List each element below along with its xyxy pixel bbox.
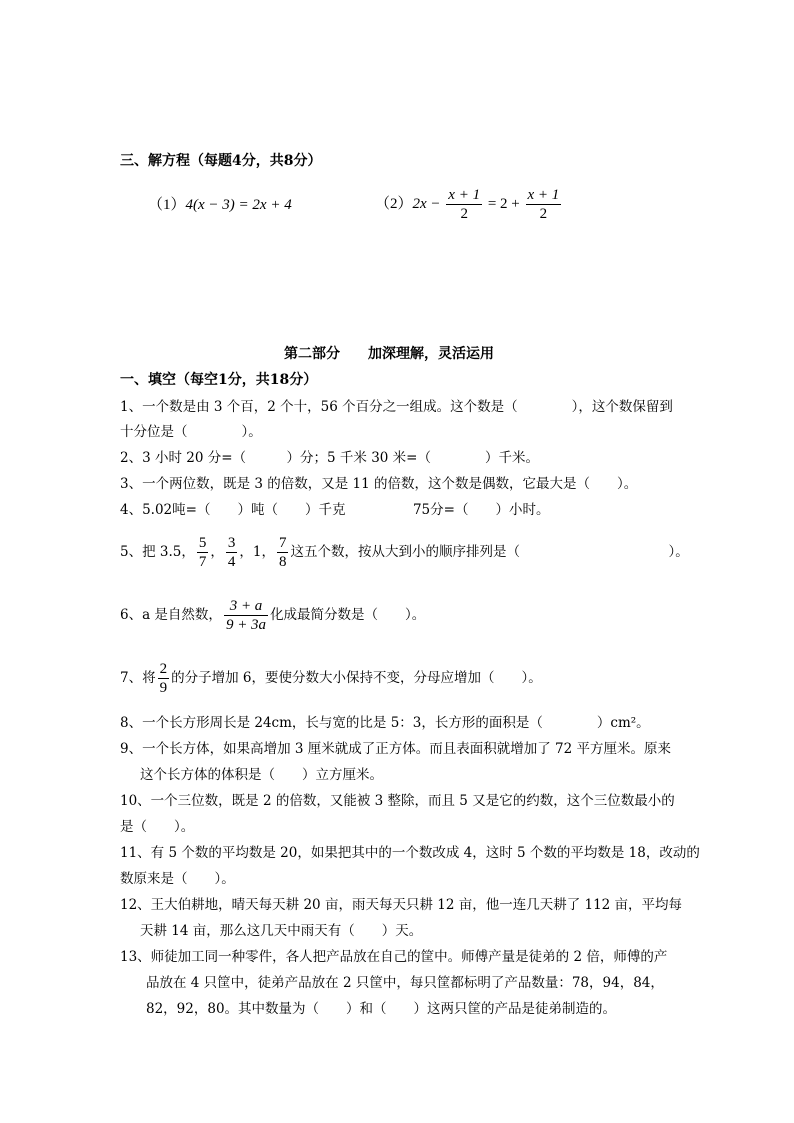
fraction-numerator: 7 — [278, 535, 287, 551]
question-7-suffix: 的分子增加 6，要使分数大小保持不变，分母应增加（ ）。 — [171, 670, 542, 686]
question-9-line-2: 这个长方体的体积是（ ）立方厘米。 — [140, 767, 383, 783]
question-3: 3、一个两位数，既是 3 的倍数，又是 11 的倍数，这个数是偶数，它最大是（ ）。 — [120, 476, 638, 492]
fraction-numerator: x + 1 — [527, 187, 560, 203]
fraction-denominator: 4 — [227, 554, 236, 570]
question-12-line-1: 12、王大伯耕地，晴天每天耕 20 亩，雨天每天只耕 12 亩，他一连几天耕了 112 亩，平均每 — [120, 897, 683, 913]
question-5-middle: ，1， — [239, 544, 275, 560]
question-11-line-2: 数原来是（ ）。 — [120, 871, 235, 887]
fraction-numerator: 3 + a — [224, 597, 268, 616]
equation-2-fraction-2 — [526, 186, 562, 223]
fraction-denominator: 2 — [460, 206, 468, 222]
equation-1-body: 4(x − 3) = 2x + 4 — [185, 197, 292, 213]
question-7-prefix: 7、将 — [120, 670, 156, 686]
question-6-prefix: 6、a 是自然数， — [120, 607, 222, 623]
equation-2 — [375, 186, 563, 223]
fraction-numerator: 2 — [159, 661, 168, 677]
fraction-denominator: 8 — [278, 554, 287, 570]
fraction-7-8 — [277, 534, 289, 571]
question-1-line-2: 十分位是（ ）。 — [120, 424, 262, 440]
fraction-5-7 — [197, 534, 209, 571]
question-5-prefix: 5、把 3.5， — [120, 544, 195, 560]
question-5-suffix: 这五个数，按从大到小的顺序排列是（ ）。 — [290, 544, 689, 560]
fraction-denominator: 9 — [159, 680, 168, 696]
question-5: 5、把 3.5， $\frac{5}{7}$ ， $\frac{3}{4}$ ，1， $\frac{7}{8}$ 这五个数，按从大到小的顺序排列是（ ）。 — [120, 535, 689, 570]
question-13-line-3: 82，92，80。其中数量为（ ）和（ ）这两只筐的产品是徒弟制造的。 — [146, 1001, 617, 1017]
question-9-line-1: 9、一个长方体，如果高增加 3 厘米就成了正方体。而且表面积就增加了 72 平方厘米。原来 — [120, 741, 672, 757]
fraction-numerator: x + 1 — [448, 187, 481, 203]
question-2: 2、3 小时 20 分=（ ）分；5 千米 30 米=（ ）千米。 — [120, 450, 539, 466]
question-13-line-2: 品放在 4 只筐中，徒弟产品放在 2 只筐中，每只筐都标明了产品数量：78，94，84， — [146, 975, 664, 991]
question-6 — [120, 597, 425, 634]
fraction-denominator: 7 — [198, 554, 207, 570]
equation-2-label: （2） — [375, 195, 413, 212]
question-12-line-2: 天耕 14 亩，那么这几天中雨天有（ ）天。 — [140, 923, 423, 939]
question-13-line-1: 13、师徒加工同一种零件，各人把产品放在自己的筐中。师傅产量是徒弟的 2 倍，师傅的产 — [120, 949, 668, 965]
question-10-line-2: 是（ ）。 — [120, 819, 195, 835]
equation-1 — [148, 196, 292, 214]
question-1-line-1: 1、一个数是由 3 个百，2 个十，56 个百分之一组成。这个数是（ ），这个数保留到 — [120, 399, 673, 415]
question-11-line-1: 11、有 5 个数的平均数是 20，如果把其中的一个数改成 4，这时 5 个数的平均数是 18，改动的 — [120, 845, 700, 861]
fraction-2-9 — [158, 660, 170, 697]
fill-blank-heading: 一、填空（每空1分，共18分） — [120, 372, 318, 388]
question-7 — [120, 660, 542, 697]
fraction-denominator: 9 + 3a — [225, 617, 267, 633]
fraction-numerator: 5 — [198, 535, 207, 551]
equation-2-left: 2x − — [412, 195, 441, 212]
question-6-suffix: 化成最简分数是（ ）。 — [270, 607, 426, 623]
question-10-line-1: 10、一个三位数，既是 2 的倍数，又能被 3 整除，而且 5 又是它的约数，这个三位数最小的 — [120, 793, 675, 809]
equation-2-fraction-1 — [446, 186, 482, 223]
part2-title: 第二部分 加深理解，灵活运用 — [284, 346, 494, 362]
fraction-denominator: 2 — [539, 206, 548, 222]
equation-1-label: （1） — [148, 197, 186, 213]
question-8: 8、一个长方形周长是 24cm，长与宽的比是 5：3，长方形的面积是（ ）cm²。 — [120, 715, 650, 731]
equation-2-middle: = 2 + — [487, 195, 520, 212]
fraction-3a-over-9-3a — [224, 597, 268, 634]
section3-title: 三、解方程（每题4分，共8分） — [120, 153, 322, 169]
question-4: 4、5.02吨=（ ）吨（ ）千克 75分=（ ）小时。 — [120, 502, 550, 518]
fraction-numerator: 3 — [227, 535, 236, 551]
fraction-3-4 — [226, 534, 238, 571]
